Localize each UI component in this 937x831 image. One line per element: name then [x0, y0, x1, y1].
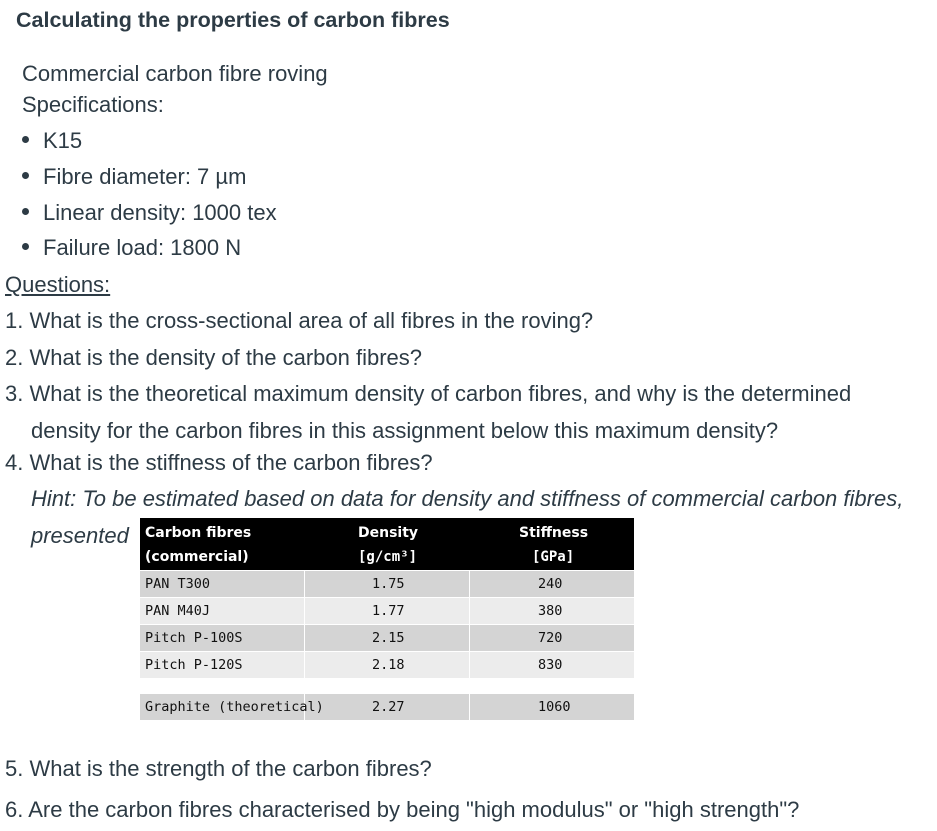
- hint-text: Hint: To be estimated based on data for density and stiffness of commercial carbon fibres,: [31, 486, 904, 511]
- intro-line: Commercial carbon fibre roving: [22, 61, 328, 86]
- stiffness-value: 830: [538, 657, 563, 673]
- question-6: 6. Are the carbon fibres characterised by being "high modulus" or "high strength"?: [5, 797, 800, 822]
- question-3: 3. What is the theoretical maximum density of carbon fibres, and why is the determined: [5, 381, 852, 406]
- density-value: 2.18: [372, 657, 405, 673]
- fibre-name: PAN M40J: [145, 603, 211, 619]
- stiffness-value: 720: [538, 630, 563, 646]
- header-carbon-fibres: Carbon fibres: [145, 525, 252, 541]
- question-3-continued: density for the carbon fibres in this assignment below this maximum density?: [31, 418, 779, 443]
- specifications-label: Specifications:: [22, 92, 164, 117]
- fibre-name: PAN T300: [145, 576, 211, 592]
- table-row: [140, 624, 634, 651]
- table-row: [140, 597, 634, 624]
- spec-item: Fibre diameter: 7 µm: [22, 164, 246, 190]
- hint-text-continued: presented: [31, 523, 129, 548]
- page-title: Calculating the properties of carbon fibres: [16, 8, 450, 32]
- fibre-name: Pitch P-120S: [145, 657, 243, 673]
- question-4: 4. What is the stiffness of the carbon fibres?: [5, 450, 433, 475]
- bullet-icon: [22, 172, 29, 179]
- header-commercial: (commercial): [145, 549, 249, 565]
- fibre-name: Pitch P-100S: [145, 630, 243, 646]
- questions-heading: Questions:: [5, 272, 111, 297]
- table-header: [140, 518, 634, 570]
- header-stiffness: Stiffness: [519, 525, 589, 541]
- stiffness-value: 1060: [538, 699, 571, 715]
- header-stiffness-unit: [GPa]: [532, 549, 575, 565]
- spec-item: K15: [22, 128, 82, 154]
- spec-item: Failure load: 1800 N: [22, 235, 241, 261]
- density-value: 2.27: [372, 699, 405, 715]
- question-2: 2. What is the density of the carbon fibres?: [5, 345, 423, 370]
- table-row-theoretical: [140, 693, 634, 720]
- header-density: Density: [358, 525, 419, 541]
- header-density-unit: [g/cm³]: [358, 549, 418, 565]
- bullet-icon: [22, 208, 29, 215]
- stiffness-value: 380: [538, 603, 563, 619]
- bullet-icon: [22, 243, 29, 250]
- table-row: [140, 570, 634, 597]
- spec-item: Linear density: 1000 tex: [22, 200, 277, 226]
- question-5: 5. What is the strength of the carbon fibres?: [5, 756, 432, 781]
- table-spacer: [140, 678, 634, 693]
- table-row: [140, 651, 634, 678]
- density-value: 1.77: [372, 603, 405, 619]
- density-value: 1.75: [372, 576, 405, 592]
- bullet-icon: [22, 136, 29, 143]
- carbon-fibre-table: [140, 518, 634, 720]
- question-1: 1. What is the cross-sectional area of all fibres in the roving?: [5, 308, 594, 333]
- density-value: 2.15: [372, 630, 405, 646]
- stiffness-value: 240: [538, 576, 563, 592]
- fibre-name: Graphite (theoretical): [145, 699, 324, 715]
